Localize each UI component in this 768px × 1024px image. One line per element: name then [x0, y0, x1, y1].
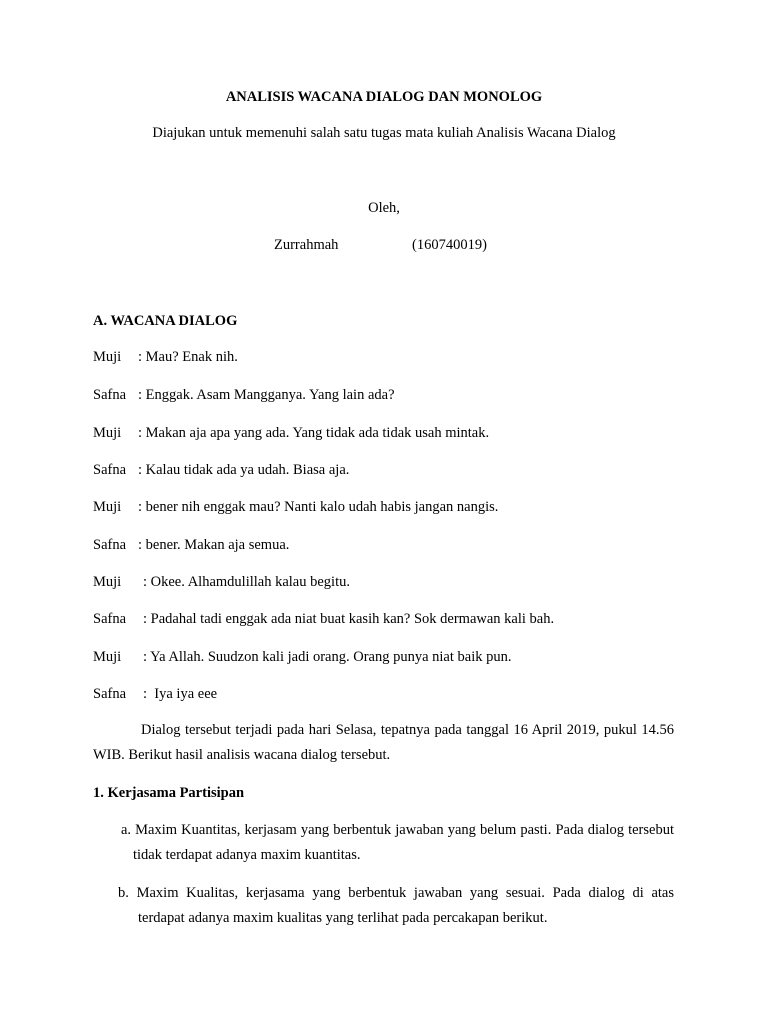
author-oleh: Oleh,	[368, 200, 400, 216]
dialog-speaker: Muji	[93, 649, 122, 665]
dialog-line: : Makan aja apa yang ada. Yang tidak ada tidak usah mintak.	[138, 425, 490, 441]
author-nim: (160740019)	[412, 237, 487, 253]
document-title: ANALISIS WACANA DIALOG DAN MONOLOG	[225, 89, 543, 105]
dialog-line: : Kalau tidak ada ya udah. Biasa aja.	[138, 462, 350, 478]
dialog-speaker: Safna	[93, 686, 127, 702]
dialog-speaker: Muji	[93, 349, 122, 365]
list-item-maxim-kuantitas: a. Maxim Kuantitas, kerjasam yang berbentuk jawaban yang belum pasti. Pada dialog tersebut tidak terdapat adanya maxim kuantitas.	[121, 822, 674, 863]
dialog-line: : Ya Allah. Suudzon kali jadi orang. Orang punya niat baik pun.	[143, 649, 512, 665]
dialog-speaker: Muji	[93, 425, 122, 441]
dialog-line: : Padahal tadi enggak ada niat buat kasih kan? Sok dermawan kali bah.	[143, 611, 555, 627]
dialog-speaker: Safna	[93, 611, 127, 627]
dialog-speaker: Safna	[93, 387, 127, 403]
list-item-maxim-kualitas: b. Maxim Kualitas, kerjasama yang berbentuk jawaban yang sesuai. Pada dialog di atas terdapat adanya maxim kualitas yang terlihat pada percakapan berikut.	[118, 885, 674, 926]
dialog-line: : Iya iya eee	[143, 686, 218, 702]
dialog-speaker: Muji	[93, 574, 122, 590]
author-name: Zurrahmah	[274, 237, 339, 253]
document-subtitle: Diajukan untuk memenuhi salah satu tugas mata kuliah Analisis Wacana Dialog	[152, 125, 616, 141]
section-1-heading: 1. Kerjasama Partisipan	[93, 785, 245, 801]
dialog-line: : Enggak. Asam Mangganya. Yang lain ada?	[138, 387, 395, 403]
dialog-speaker: Muji	[93, 499, 122, 515]
dialog-line: : bener nih enggak mau? Nanti kalo udah habis jangan nangis.	[138, 499, 499, 515]
dialog-line: : bener. Makan aja semua.	[138, 537, 290, 553]
dialog-line: : Okee. Alhamdulillah kalau begitu.	[143, 574, 350, 590]
section-a-heading: A. WACANA DIALOG	[93, 313, 238, 329]
dialog-line: : Mau? Enak nih.	[138, 349, 238, 365]
dialog-speaker: Safna	[93, 537, 127, 553]
dialog-speaker: Safna	[93, 462, 127, 478]
dialog-context-paragraph: Dialog tersebut terjadi pada hari Selasa, tepatnya pada tanggal 16 April 2019, pukul 14.56 WIB. Berikut hasil analisis wacana dialog tersebut.	[93, 722, 674, 763]
